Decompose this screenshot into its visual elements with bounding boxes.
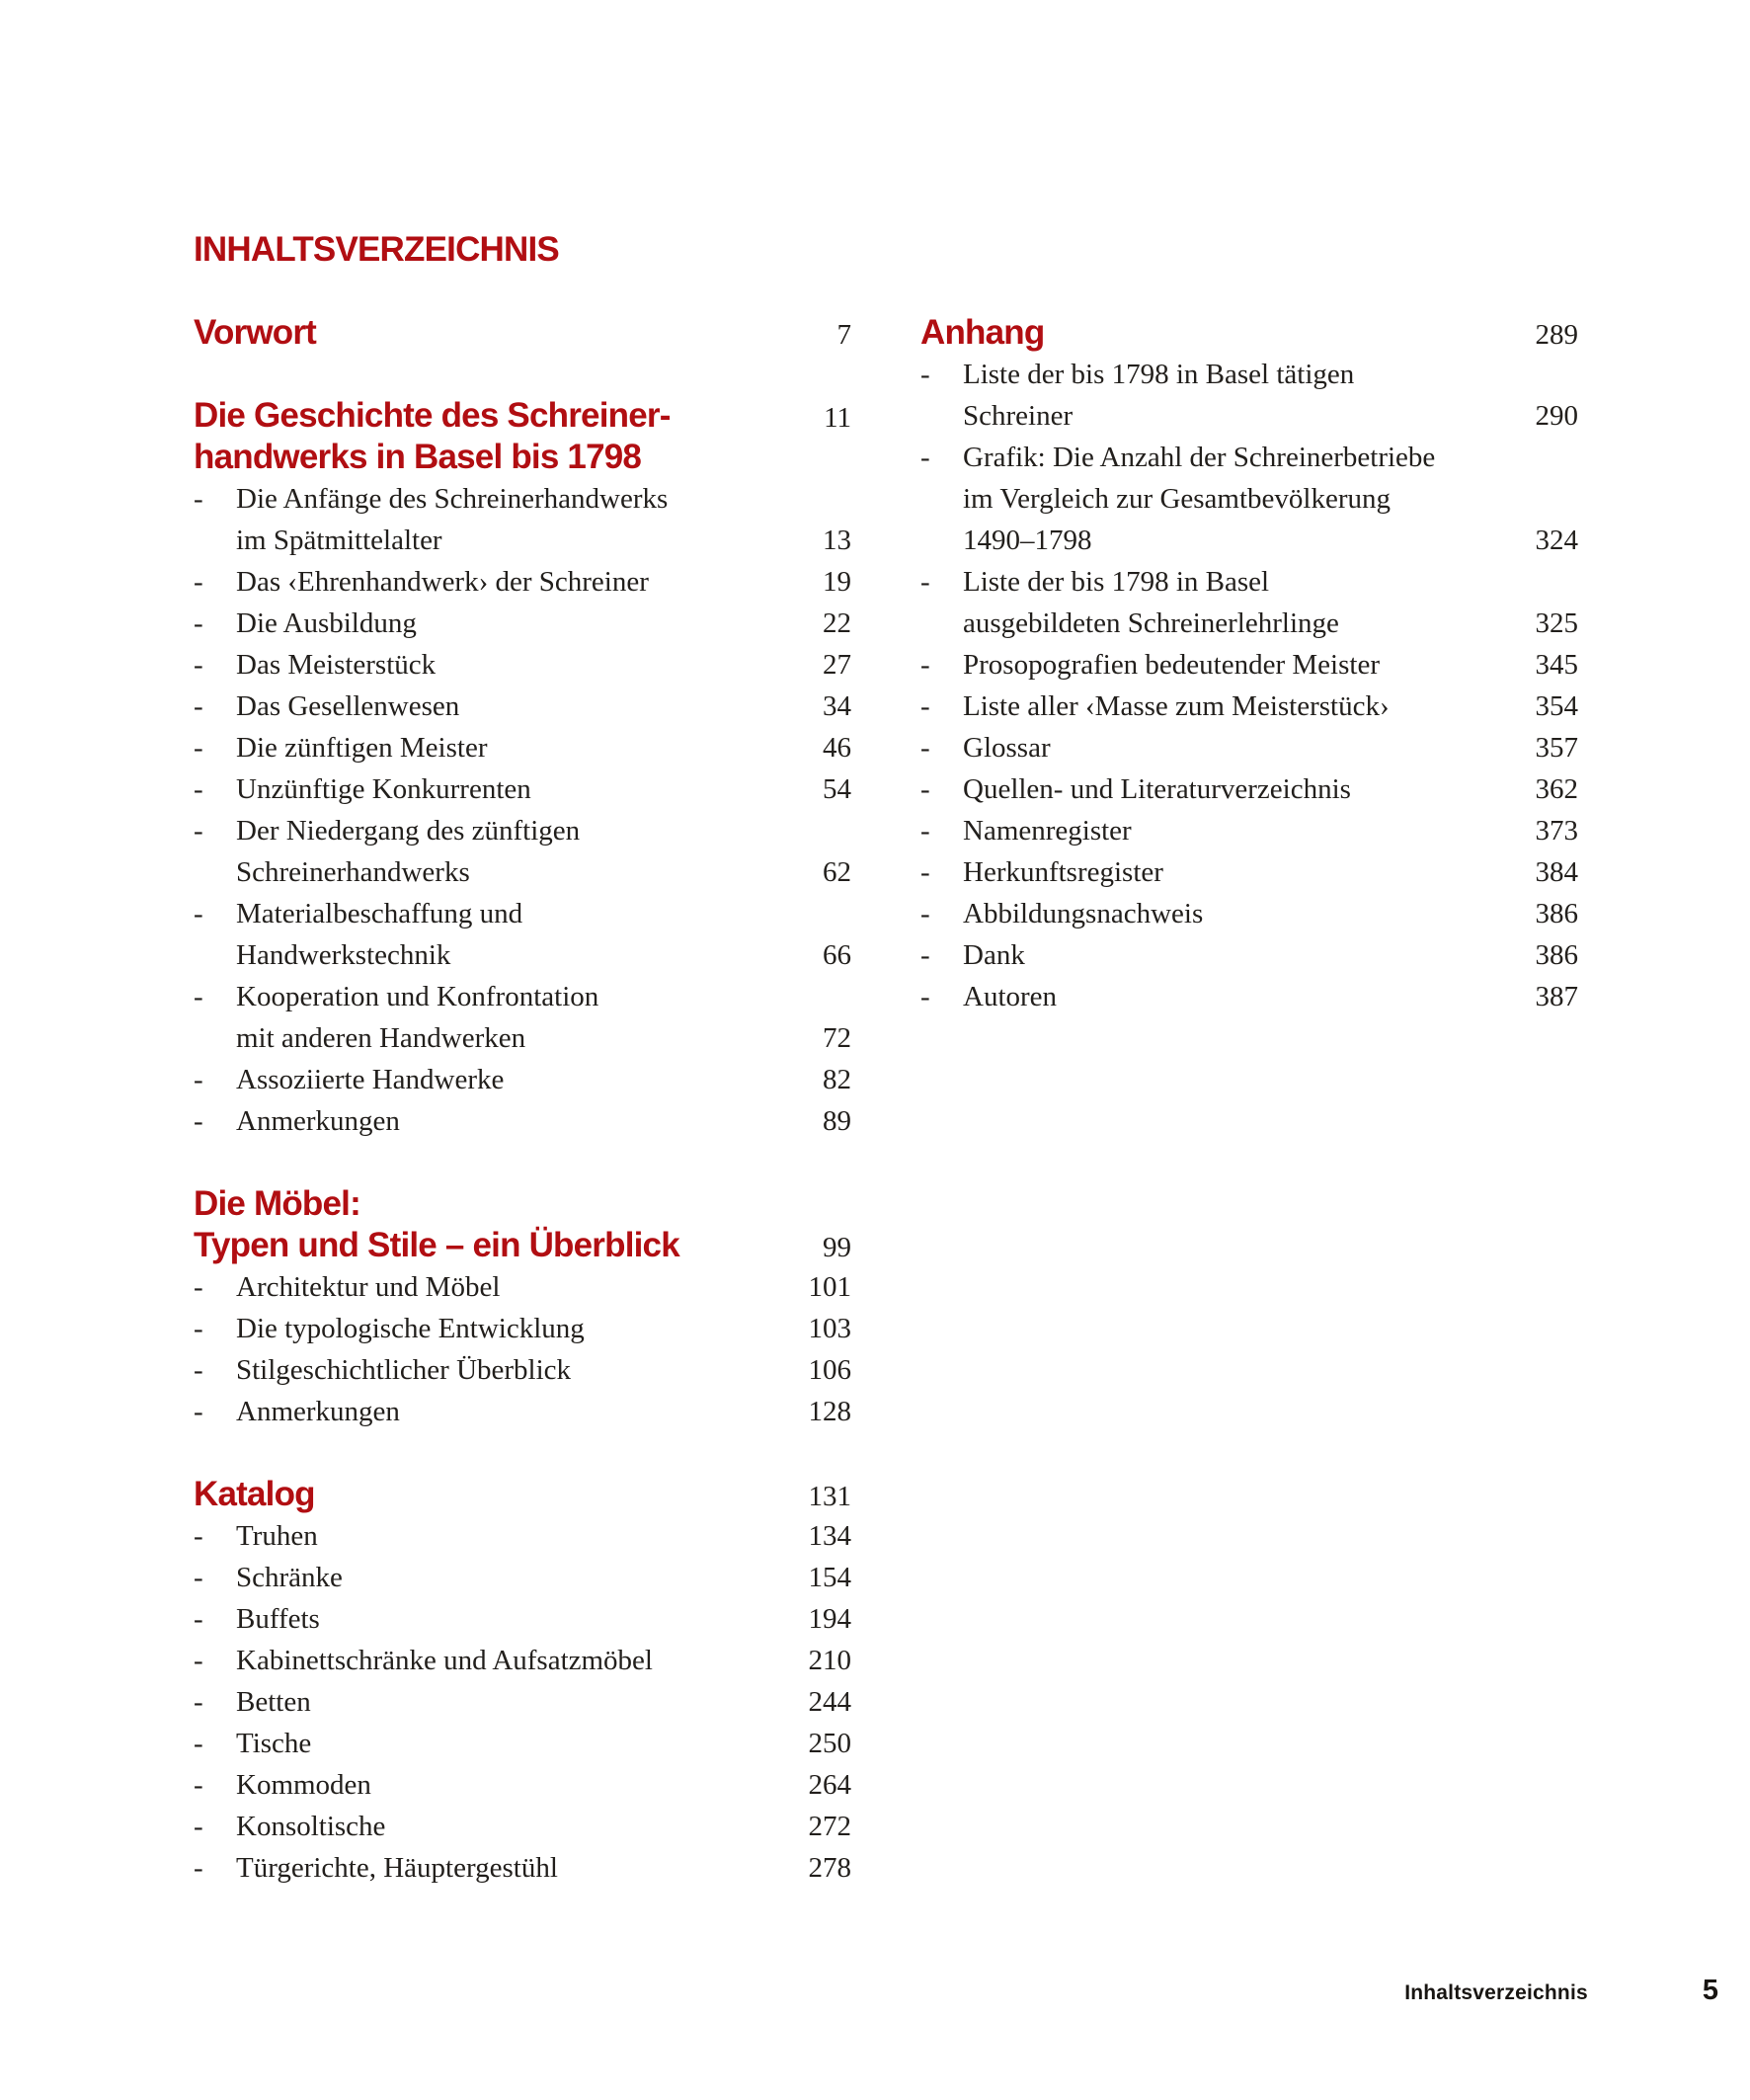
toc-item-row [194, 686, 851, 727]
toc-item-row [194, 1723, 851, 1764]
toc-heading-row [194, 1183, 851, 1225]
toc-entry-label: Autoren [963, 981, 1058, 1012]
toc-continuation-row [920, 478, 1578, 520]
toc-item-row [920, 976, 1578, 1017]
toc-entry-label: Quellen- und Literaturverzeichnis [963, 773, 1351, 805]
toc-entry-label: Der Niedergang des zünftigen [236, 815, 581, 847]
dash-marker: - [920, 359, 930, 390]
toc-heading-row [194, 395, 851, 437]
toc-continuation-row [920, 520, 1578, 561]
toc-entry-label: Materialbeschaffung und [236, 898, 523, 929]
toc-page-number: 384 [1535, 856, 1578, 888]
toc-item-row [920, 686, 1578, 727]
toc-page-number: 82 [823, 1064, 851, 1095]
toc-page-number: 264 [808, 1769, 851, 1801]
dash-marker: - [194, 1313, 203, 1344]
toc-entry-label: Stilgeschichtlicher Überblick [236, 1354, 572, 1386]
toc-entry-label: Liste der bis 1798 in Basel [963, 566, 1270, 598]
toc-page-number: 386 [1535, 939, 1578, 971]
toc-entry-label: Anmerkungen [236, 1105, 400, 1137]
toc-page-number: 134 [808, 1520, 851, 1552]
toc-continuation-row [920, 603, 1578, 644]
toc-entry-label: Prosopografien bedeutender Meister [963, 649, 1380, 681]
toc-heading-label: Vorwort [194, 313, 317, 352]
toc-entry-label: Konsoltische [236, 1811, 386, 1842]
toc-page-number: 131 [808, 1481, 851, 1512]
dash-marker: - [194, 1686, 203, 1718]
dash-marker: - [194, 1105, 203, 1137]
dash-marker: - [194, 1645, 203, 1676]
toc-page-number: 89 [823, 1105, 851, 1137]
toc-entry-label: Tische [236, 1728, 312, 1759]
toc-gap [194, 271, 851, 312]
toc-page-number: 128 [808, 1396, 851, 1427]
dash-marker: - [194, 1271, 203, 1303]
toc-entry-label: ausgebildeten Schreinerlehrlinge [963, 607, 1339, 639]
toc-page-number: 354 [1535, 690, 1578, 722]
toc-item-row [194, 1806, 851, 1847]
toc-item-row [194, 976, 851, 1017]
toc-item-row [920, 810, 1578, 851]
toc-item-row [194, 1640, 851, 1681]
toc-item-row [194, 1598, 851, 1640]
toc-entry-label: Kooperation und Konfrontation [236, 981, 599, 1012]
toc-page-number: 72 [823, 1022, 851, 1054]
toc-heading-row [194, 1225, 851, 1266]
toc-entry-label: Liste der bis 1798 in Basel tätigen [963, 359, 1355, 390]
toc-page-number: 101 [808, 1271, 851, 1303]
dash-marker: - [194, 773, 203, 805]
page-title: INHALTSVERZEICHNIS [194, 230, 559, 269]
toc-item-row [194, 768, 851, 810]
toc-page-number: 154 [808, 1562, 851, 1593]
toc-page-number: 7 [836, 319, 851, 351]
toc-item-row [194, 1100, 851, 1142]
dash-marker: - [194, 1396, 203, 1427]
toc-page-number: 357 [1535, 732, 1578, 764]
toc-entry-label: Schreiner [963, 400, 1074, 432]
toc-page-number: 324 [1535, 525, 1578, 556]
toc-continuation-row [194, 934, 851, 976]
toc-item-row [194, 478, 851, 520]
dash-marker: - [920, 939, 930, 971]
toc-entry-label: im Spätmittelalter [236, 525, 442, 556]
toc-continuation-row [194, 520, 851, 561]
dash-marker: - [920, 442, 930, 473]
toc-page-number: 210 [808, 1645, 851, 1676]
toc-entry-label: Liste aller ‹Masse zum Meisterstück› [963, 690, 1390, 722]
footer-section-label: Inhaltsverzeichnis [1404, 1981, 1588, 2004]
toc-heading-label: Typen und Stile – ein Überblick [194, 1226, 679, 1264]
toc-entry-label: Grafik: Die Anzahl der Schreinerbetriebe [963, 442, 1436, 473]
toc-item-row [194, 1391, 851, 1432]
toc-entry-label: Assoziierte Handwerke [236, 1064, 505, 1095]
dash-marker: - [194, 981, 203, 1012]
toc-heading-label: Katalog [194, 1475, 315, 1513]
toc-page-number: 11 [824, 402, 851, 434]
toc-entry-label: Architektur und Möbel [236, 1271, 501, 1303]
dash-marker: - [194, 898, 203, 929]
toc-heading-label: Die Möbel: [194, 1184, 360, 1223]
toc-entry-label: Kabinettschränke und Aufsatzmöbel [236, 1645, 653, 1676]
toc-item-row [194, 644, 851, 686]
toc-entry-label: Das Meisterstück [236, 649, 437, 681]
toc-page-number: 278 [808, 1852, 851, 1884]
toc-entry-label: Die Ausbildung [236, 607, 417, 639]
toc-page-number: 289 [1535, 319, 1578, 351]
dash-marker: - [194, 815, 203, 847]
toc-entry-label: Namenregister [963, 815, 1132, 847]
toc-page-number: 103 [808, 1313, 851, 1344]
toc-item-row [194, 1349, 851, 1391]
toc-entry-label: Herkunftsregister [963, 856, 1163, 888]
toc-page-number: 272 [808, 1811, 851, 1842]
toc-entry-label: Schränke [236, 1562, 343, 1593]
toc-item-row [194, 1515, 851, 1557]
toc-heading-label: Anhang [920, 313, 1045, 352]
toc-item-row [194, 1059, 851, 1100]
dash-marker: - [920, 856, 930, 888]
toc-page-number: 62 [823, 856, 851, 888]
toc-entry-label: Betten [236, 1686, 311, 1718]
toc-entry-label: Unzünftige Konkurrenten [236, 773, 531, 805]
toc-page-number: 106 [808, 1354, 851, 1386]
toc-item-row [920, 893, 1578, 934]
toc-entry-label: Abbildungsnachweis [963, 898, 1204, 929]
toc-item-row [194, 1266, 851, 1308]
dash-marker: - [920, 773, 930, 805]
toc-page-number: 250 [808, 1728, 851, 1759]
toc-heading-row [194, 312, 851, 354]
dash-marker: - [194, 1852, 203, 1884]
toc-column-right [920, 312, 1578, 1017]
dash-marker: - [194, 1728, 203, 1759]
dash-marker: - [194, 1354, 203, 1386]
toc-entry-label: Das Gesellenwesen [236, 690, 460, 722]
toc-entry-label: im Vergleich zur Gesamtbevölkerung [963, 483, 1392, 515]
toc-entry-label: Die Anfänge des Schreinerhandwerks [236, 483, 669, 515]
toc-item-row [194, 727, 851, 768]
toc-item-row [920, 437, 1578, 478]
toc-entry-label: Kommoden [236, 1769, 371, 1801]
toc-page-number: 345 [1535, 649, 1578, 681]
toc-item-row [194, 1557, 851, 1598]
toc-item-row [920, 561, 1578, 603]
toc-page-number: 290 [1535, 400, 1578, 432]
dash-marker: - [194, 732, 203, 764]
toc-page-number: 373 [1535, 815, 1578, 847]
toc-item-row [920, 354, 1578, 395]
toc-continuation-row [920, 395, 1578, 437]
dash-marker: - [194, 1520, 203, 1552]
dash-marker: - [194, 607, 203, 639]
toc-entry-label: Handwerkstechnik [236, 939, 451, 971]
toc-entry-label: Die zünftigen Meister [236, 732, 488, 764]
dash-marker: - [194, 1769, 203, 1801]
toc-heading-label: Die Geschichte des Schreiner- [194, 396, 671, 435]
toc-item-row [194, 561, 851, 603]
dash-marker: - [194, 649, 203, 681]
toc-page-number: 34 [823, 690, 851, 722]
toc-page-number: 22 [823, 607, 851, 639]
toc-gap [194, 1432, 851, 1474]
toc-item-row [194, 810, 851, 851]
toc-entry-label: Buffets [236, 1603, 320, 1635]
toc-item-row [194, 1764, 851, 1806]
toc-heading-row [194, 437, 851, 478]
toc-entry-label: Schreinerhandwerks [236, 856, 470, 888]
dash-marker: - [194, 566, 203, 598]
dash-marker: - [194, 1562, 203, 1593]
toc-page-number: 66 [823, 939, 851, 971]
toc-heading-label: handwerks in Basel bis 1798 [194, 438, 642, 476]
toc-page-number: 54 [823, 773, 851, 805]
toc-title-row [194, 229, 851, 271]
footer-page-number: 5 [1702, 1975, 1718, 2006]
page-footer [1404, 1977, 1718, 2005]
toc-item-row [194, 603, 851, 644]
dash-marker: - [920, 566, 930, 598]
dash-marker: - [194, 690, 203, 722]
dash-marker: - [920, 649, 930, 681]
toc-entry-label: Glossar [963, 732, 1051, 764]
toc-page-number: 325 [1535, 607, 1578, 639]
toc-column-left [194, 229, 851, 1889]
toc-entry-label: Anmerkungen [236, 1396, 400, 1427]
dash-marker: - [194, 483, 203, 515]
toc-entry-label: Das ‹Ehrenhandwerk› der Schreiner [236, 566, 649, 598]
toc-entry-label: Truhen [236, 1520, 318, 1552]
toc-item-row [920, 727, 1578, 768]
toc-item-row [194, 1308, 851, 1349]
toc-item-row [920, 644, 1578, 686]
toc-item-row [194, 1681, 851, 1723]
dash-marker: - [920, 898, 930, 929]
toc-page-number: 13 [823, 525, 851, 556]
toc-entry-label: Die typologische Entwicklung [236, 1313, 585, 1344]
toc-entry-label: Dank [963, 939, 1025, 971]
toc-page-number: 244 [808, 1686, 851, 1718]
toc-gap [194, 354, 851, 395]
toc-entry-label: mit anderen Handwerken [236, 1022, 526, 1054]
toc-item-row [920, 934, 1578, 976]
toc-item-row [194, 893, 851, 934]
dash-marker: - [920, 815, 930, 847]
toc-item-row [920, 851, 1578, 893]
toc-entry-label: Türgerichte, Häuptergestühl [236, 1852, 558, 1884]
dash-marker: - [194, 1811, 203, 1842]
dash-marker: - [920, 690, 930, 722]
toc-heading-row [920, 312, 1578, 354]
dash-marker: - [194, 1064, 203, 1095]
toc-continuation-row [194, 1017, 851, 1059]
toc-continuation-row [194, 851, 851, 893]
dash-marker: - [920, 981, 930, 1012]
toc-page-number: 194 [808, 1603, 851, 1635]
toc-page-number: 362 [1535, 773, 1578, 805]
toc-entry-label: 1490–1798 [963, 525, 1092, 556]
toc-page-number: 386 [1535, 898, 1578, 929]
toc-page-number: 27 [823, 649, 851, 681]
toc-gap [194, 1142, 851, 1183]
toc-page-number: 19 [823, 566, 851, 598]
toc-item-row [920, 768, 1578, 810]
toc-page-number: 99 [823, 1232, 851, 1263]
dash-marker: - [920, 732, 930, 764]
toc-heading-row [194, 1474, 851, 1515]
toc-page-number: 387 [1535, 981, 1578, 1012]
toc-item-row [194, 1847, 851, 1889]
dash-marker: - [194, 1603, 203, 1635]
toc-page-number: 46 [823, 732, 851, 764]
